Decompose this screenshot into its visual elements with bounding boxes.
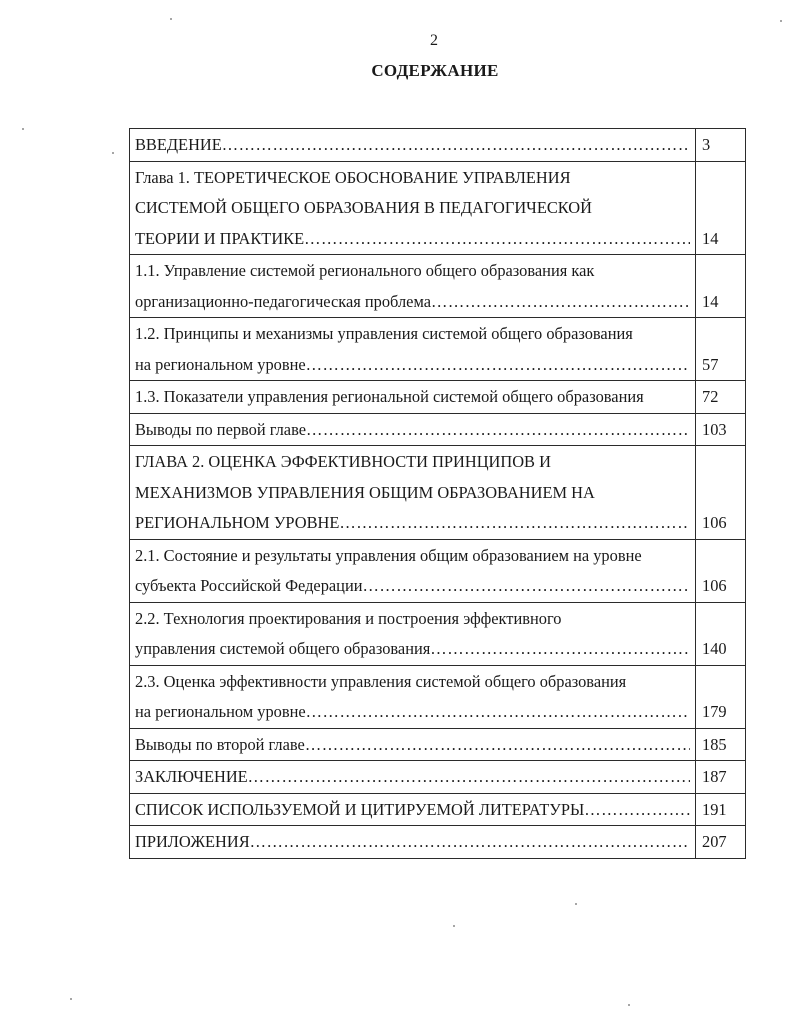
- toc-entry-title: [130, 826, 696, 859]
- toc-entry-line: [135, 415, 690, 446]
- toc-row: [130, 381, 746, 414]
- toc-entry-line: [135, 130, 690, 161]
- toc-entry-line: [135, 730, 690, 761]
- toc-row: [130, 728, 746, 761]
- toc-entry-page-number: 106: [696, 539, 746, 602]
- toc-entry-text: ЗАКЛЮЧЕНИЕ: [135, 767, 248, 786]
- toc-entry-line: [135, 762, 690, 793]
- toc-entry-line: МЕХАНИЗМОВ УПРАВЛЕНИЯ ОБЩИМ ОБРАЗОВАНИЕМ НА: [135, 482, 595, 502]
- dot-leader: [431, 287, 690, 318]
- toc-entry-text: организационно-педагогическая проблема: [135, 291, 431, 311]
- toc-entry-line: 2.3. Оценка эффективности управления системой общего образования: [135, 671, 627, 691]
- toc-entry-title: [130, 413, 696, 446]
- toc-body: [130, 129, 746, 859]
- toc-entry-text: ТЕОРИИ И ПРАКТИКЕ: [135, 228, 305, 248]
- toc-entry-text: субъекта Российской Федерации: [135, 576, 363, 595]
- toc-entry-text: ВВЕДЕНИЕ: [135, 135, 222, 154]
- scan-speck: [22, 128, 24, 130]
- dot-leader: [430, 634, 690, 665]
- toc-entry-page-number: 106: [696, 446, 746, 540]
- dot-leader: [362, 571, 690, 602]
- toc-entry-line: [135, 287, 690, 318]
- toc-row: [130, 255, 746, 318]
- toc-entry-page-number: 185: [696, 728, 746, 761]
- toc-entry-line: [135, 827, 690, 858]
- dot-leader: [250, 827, 690, 858]
- dot-leader: [305, 730, 690, 761]
- toc-row: [130, 539, 746, 602]
- toc-row: [130, 793, 746, 826]
- toc-entry-line: 1.3. Показатели управления региональной системой общего образования: [135, 387, 644, 406]
- toc-entry-page-number: 14: [696, 161, 746, 255]
- toc-row: [130, 602, 746, 665]
- toc-row: [130, 161, 746, 255]
- toc-entry-page-number: 14: [696, 255, 746, 318]
- scan-speck: [628, 1004, 630, 1006]
- scan-speck: [453, 925, 455, 927]
- dot-leader: [306, 350, 690, 381]
- toc-entry-page-number: 207: [696, 826, 746, 859]
- dot-leader: [339, 508, 690, 539]
- toc-row: [130, 665, 746, 728]
- toc-entry-text: управления системой общего образования: [135, 639, 431, 658]
- toc-entry-text: на региональном уровне: [135, 354, 306, 374]
- dot-leader: [306, 415, 690, 446]
- scan-speck: [780, 20, 782, 22]
- toc-entry-line: [135, 795, 690, 826]
- table-of-contents: [129, 128, 746, 859]
- page-title: СОДЕРЖАНИЕ: [371, 61, 499, 80]
- toc-entry-line: [135, 508, 690, 539]
- toc-entry-line: 1.1. Управление системой регионального общего образования как: [135, 261, 595, 280]
- toc-entry-page-number: 187: [696, 761, 746, 794]
- toc-row: [130, 318, 746, 381]
- toc-entry-title: [130, 539, 696, 602]
- scan-speck: [112, 152, 114, 154]
- scan-speck: [170, 18, 172, 20]
- toc-row: [130, 761, 746, 794]
- toc-entry-text: на региональном уровне: [135, 702, 306, 721]
- toc-entry-title: [130, 446, 696, 540]
- dot-leader: [304, 224, 690, 255]
- scan-speck: [70, 998, 72, 1000]
- scan-speck: [575, 903, 577, 905]
- toc-entry-title: [130, 793, 696, 826]
- toc-entry-text: РЕГИОНАЛЬНОМ УРОВНЕ: [135, 513, 340, 532]
- toc-entry-line: Глава 1. ТЕОРЕТИЧЕСКОЕ ОБОСНОВАНИЕ УПРАВЛЕНИЯ: [135, 167, 571, 187]
- toc-entry-page-number: 3: [696, 129, 746, 162]
- toc-entry-text: Выводы по второй главе: [135, 734, 305, 754]
- toc-entry-text: Выводы по первой главе: [135, 419, 307, 439]
- toc-entry-line: [135, 350, 690, 381]
- toc-entry-text: СПИСОК ИСПОЛЬЗУЕМОЙ И ЦИТИРУЕМОЙ ЛИТЕРАТУРЫ: [135, 799, 585, 819]
- toc-entry-title: [130, 665, 696, 728]
- toc-row: [130, 826, 746, 859]
- toc-entry-title: [130, 381, 696, 414]
- toc-entry-text: ПРИЛОЖЕНИЯ: [135, 832, 250, 851]
- toc-entry-page-number: 72: [696, 381, 746, 414]
- toc-entry-line: 2.2. Технология проектирования и построения эффективного: [135, 608, 562, 628]
- toc-entry-title: [130, 761, 696, 794]
- toc-entry-title: [130, 255, 696, 318]
- toc-entry-page-number: 191: [696, 793, 746, 826]
- dot-leader: [248, 762, 690, 793]
- toc-row: [130, 129, 746, 162]
- toc-entry-page-number: 140: [696, 602, 746, 665]
- toc-entry-page-number: 103: [696, 413, 746, 446]
- toc-entry-title: [130, 318, 696, 381]
- toc-entry-title: [130, 728, 696, 761]
- toc-entry-line: 2.1. Состояние и результаты управления общим образованием на уровне: [135, 545, 642, 565]
- dot-leader: [306, 697, 690, 728]
- toc-entry-line: [135, 697, 690, 728]
- toc-entry-line: СИСТЕМОЙ ОБЩЕГО ОБРАЗОВАНИЯ В ПЕДАГОГИЧЕСКОЙ: [135, 198, 592, 217]
- toc-entry-page-number: 57: [696, 318, 746, 381]
- toc-entry-line: [135, 224, 690, 255]
- toc-entry-line: ГЛАВА 2. ОЦЕНКА ЭФФЕКТИВНОСТИ ПРИНЦИПОВ И: [135, 452, 551, 471]
- page-number: 2: [430, 32, 438, 49]
- toc-row: [130, 446, 746, 540]
- dot-leader: [222, 130, 690, 161]
- toc-entry-line: 1.2. Принципы и механизмы управления системой общего образования: [135, 324, 633, 343]
- toc-row: [130, 413, 746, 446]
- toc-entry-title: [130, 602, 696, 665]
- dot-leader: [584, 795, 690, 826]
- toc-entry-page-number: 179: [696, 665, 746, 728]
- toc-entry-line: [135, 571, 690, 602]
- toc-entry-title: [130, 129, 696, 162]
- toc-entry-line: [135, 634, 690, 665]
- toc-entry-title: [130, 161, 696, 255]
